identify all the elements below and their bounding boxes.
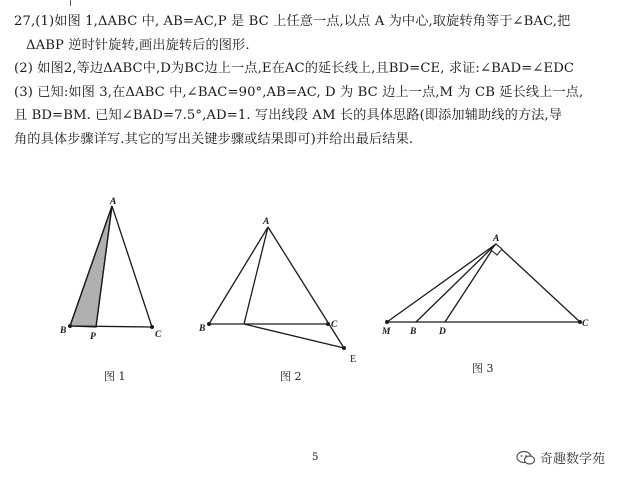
problem-part1-line2: ΔABP 逆时针旋转,画出旋转后的图形. — [26, 37, 250, 53]
fig1-label-b: B — [60, 326, 67, 336]
fig3-label-m: M — [382, 327, 391, 337]
problem-number: 27, — [14, 14, 36, 29]
fig3-label-c: C — [582, 319, 589, 329]
fig1-label-c: C — [155, 330, 162, 340]
fig1-label-a: A — [110, 197, 117, 207]
fig2-dot-c — [326, 322, 330, 326]
fig2-dot-b — [207, 322, 211, 326]
watermark-text: 奇趣数学苑 — [540, 452, 606, 467]
problem-part3-line3: 角的具体步骤详写.其它的写出关键步骤或结果即可)并给出最后结果. — [14, 131, 414, 147]
fig3-caption: 图 3 — [472, 362, 494, 375]
fig2-label-c: C — [331, 320, 338, 330]
fig1-dot-b — [68, 324, 72, 328]
fig2-segment-de — [244, 324, 344, 348]
fig2-side-ab — [209, 227, 268, 324]
fig3-label-a: A — [493, 234, 500, 244]
fig3-segment-am — [387, 244, 496, 322]
fig3-segment-ac — [496, 244, 580, 322]
fig2-label-e: E — [350, 354, 357, 365]
fig1-side-ac — [112, 206, 152, 327]
fig3-segment-ad — [445, 244, 496, 322]
figure-1 — [70, 206, 152, 327]
fig2-segment-ad — [244, 227, 268, 324]
fig2-caption: 图 2 — [280, 370, 302, 383]
figure-2 — [209, 227, 344, 348]
wechat-icon — [516, 450, 536, 466]
problem-part3-line2: 且 BD=BM. 已知∠BAD=7.5°,AD=1. 写出线段 AM 长的具体思路(即添加辅助线的方法,导 — [14, 108, 563, 124]
fig2-label-b: B — [199, 324, 206, 334]
fig3-label-b: B — [410, 327, 417, 337]
problem-part2: (2) 如图2,等边ΔABC中,D为BC边上一点,E在AC的延长线上,且BD=CE, 求证:∠BAD=∠EDC — [14, 61, 575, 77]
fig1-label-p: P — [90, 332, 96, 342]
fig3-segment-ab — [416, 244, 496, 322]
fig3-label-d: D — [439, 327, 446, 337]
problem-part3-line1: (3) 已知:如图 3,在ΔABC 中,∠BAC=90°,AB=AC, D 为 BC 边上一点,M 为 CB 延长线上一点, — [14, 84, 584, 100]
fig2-dot-e — [342, 346, 346, 350]
fig1-dot-c — [150, 325, 154, 329]
figure-3 — [387, 244, 580, 322]
vertex-labels — [59, 197, 589, 342]
watermark — [516, 448, 605, 467]
page-number: 5 — [312, 452, 319, 463]
fig2-label-a: A — [263, 217, 270, 227]
fig1-caption: 图 1 — [104, 370, 126, 383]
problem-part1-text: (1)如图 1,ΔABC 中, AB=AC,P 是 BC 上任意一点,以点 A 为中心,取旋转角等于∠BAC,把 — [35, 14, 571, 29]
fig3-dot-m — [385, 320, 389, 324]
